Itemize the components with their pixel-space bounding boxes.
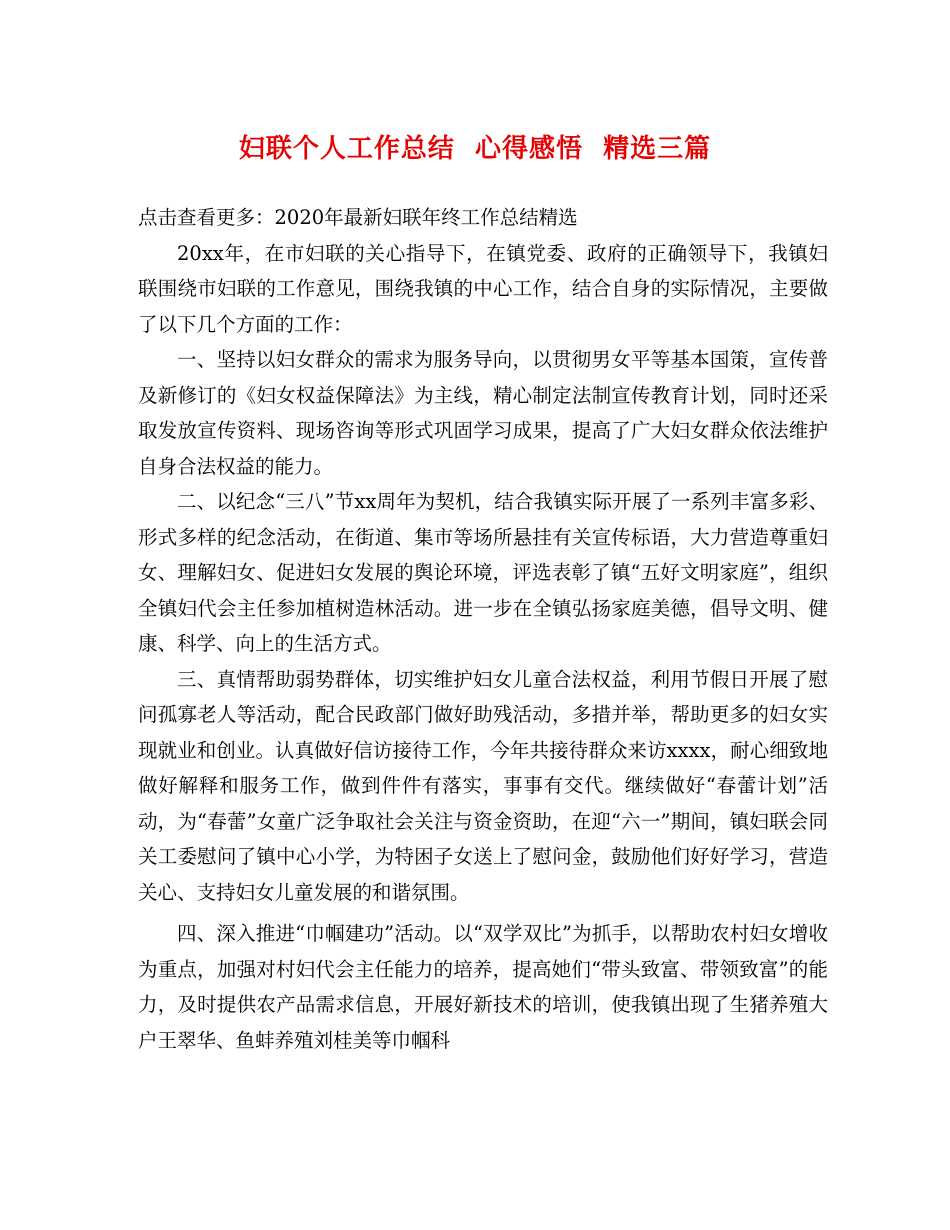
paragraph-section-4: 四、深入推进“巾帼建功”活动。以“双学双比”为抓手，以帮助农村妇女增收为重点，加强对村妇代会主任能力的培养，提高她们“带头致富、带领致富”的能力，及时提供农产品需求信息，开展好新技术的培训，使我镇出现了生猪养殖大户王翠华、鱼蚌养殖刘桂美等巾帼科	[138, 922, 828, 1052]
more-link[interactable]: 点击查看更多：2020年最新妇联年终工作总结精选	[138, 206, 578, 229]
paragraph-intro: 20xx年，在市妇联的关心指导下，在镇党委、政府的正确领导下，我镇妇联围绕市妇联的工作意见，围绕我镇的中心工作，结合自身的实际情况，主要做了以下几个方面的工作：	[138, 241, 828, 336]
paragraph-section-2: 二、以纪念“三八”节xx周年为契机，结合我镇实际开展了一系列丰富多彩、形式多样的纪念活动，在街道、集市等场所悬挂有关宣传标语，大力营造尊重妇女、理解妇女、促进妇女发展的舆论环境，评选表彰了镇“五好文明家庭”，组织全镇妇代会主任参加植树造林活动。进一步在全镇弘扬家庭美德，倡导文明、健康、科学、向上的生活方式。	[138, 490, 828, 655]
document-title: 妇联个人工作总结 心得感悟 精选三篇	[238, 134, 712, 164]
document-body	[138, 200, 828, 1058]
paragraph-section-3: 三、真情帮助弱势群体，切实维护妇女儿童合法权益，利用节假日开展了慰问孤寡老人等活动，配合民政部门做好助残活动，多措并举，帮助更多的妇女实现就业和创业。认真做好信访接待工作，今年共接待群众来访xxxx，耐心细致地做好解释和服务工作，做到件件有落实，事事有交代。继续做好“春蕾计划”活动，为“春蕾”女童广泛争取社会关注与资金资助，在迎“六一”期间，镇妇联会同关工委慰问了镇中心小学，为特困子女送上了慰问金，鼓励他们好好学习，营造关心、支持妇女儿童发展的和谐氛围。	[138, 667, 828, 904]
paragraph-section-1: 一、坚持以妇女群众的需求为服务导向，以贯彻男女平等基本国策，宣传普及新修订的《妇女权益保障法》为主线，精心制定法制宣传教育计划，同时还采取发放宣传资料、现场咨询等形式巩固学习成果，提高了广大妇女群众依法维护自身合法权益的能力。	[138, 348, 828, 478]
